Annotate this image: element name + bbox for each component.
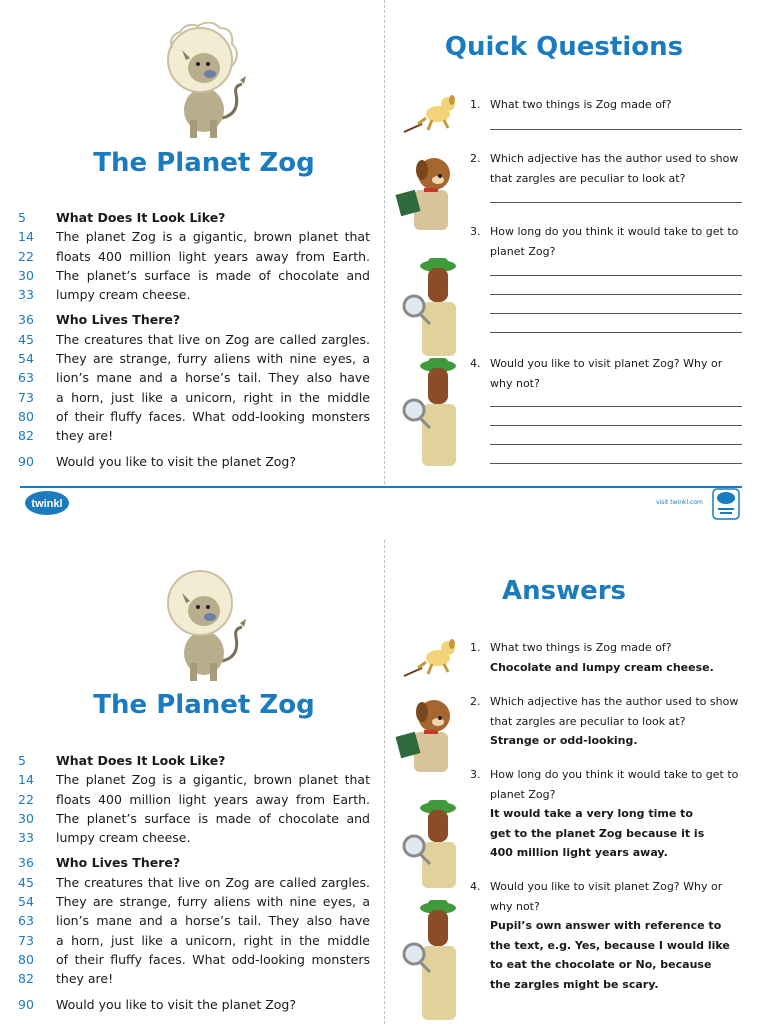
quality-badge-icon (712, 488, 740, 520)
answer-item-4: 4. Would you like to visit planet Zog? Why or why not? Pupil’s own answer with reference to the text, e.g. Yes, because I would like to eat the chocolate or No, because the zargles might be scary. (470, 880, 730, 991)
question-3: 3. How long do you think it would take to get to planet Zog? (470, 225, 739, 258)
word-count-number: 36 (18, 312, 34, 328)
word-count-number: 80 (18, 951, 34, 967)
answers-title: Answers (501, 576, 627, 606)
cut-line (384, 0, 385, 484)
word-count-number: 14 (18, 229, 34, 245)
word-count-number: 63 (18, 913, 34, 929)
passage-heading-line (18, 853, 370, 872)
dog-detective-reading-icon (394, 692, 464, 774)
word-count-number: 33 (18, 830, 34, 846)
word-count-number: 45 (18, 874, 34, 890)
passage-line (18, 809, 370, 828)
word-count-number: 22 (18, 248, 34, 264)
word-count-number: 14 (18, 772, 34, 788)
zargle-lion-illustration (160, 565, 250, 683)
passage-line (18, 407, 370, 426)
story-passage (18, 751, 370, 1014)
story-title: The Planet Zog (93, 690, 315, 720)
word-count-number: 82 (18, 428, 34, 444)
passage-heading: What Does It Look Like? (56, 210, 226, 225)
visit-link[interactable]: visit twinkl.com (656, 499, 703, 506)
passage-text: The creatures that live on Zog are called zargles. (56, 331, 370, 347)
cut-line (384, 540, 385, 1024)
bloodhound-detective-magnifier-icon (400, 356, 466, 468)
passage-line (18, 892, 370, 911)
word-count-number: 54 (18, 351, 34, 367)
passage-line (18, 368, 370, 387)
passage-line (18, 349, 370, 368)
word-count-number: 82 (18, 971, 34, 987)
passage-line (18, 247, 370, 266)
answer-line[interactable] (490, 463, 742, 464)
answer-line[interactable] (490, 332, 742, 333)
passage-heading-line (18, 751, 370, 770)
passage-text: floats 400 million light years away from Earth. (56, 248, 370, 264)
dog-detective-running-icon (402, 636, 458, 680)
passage-text: The planet’s surface is made of chocolate and (56, 267, 370, 283)
question-1: 1. What two things is Zog made of? (470, 98, 672, 111)
answer-line[interactable] (490, 313, 742, 314)
twinkl-logo[interactable] (24, 490, 70, 516)
word-count-number: 90 (18, 996, 34, 1012)
word-count-number: 30 (18, 810, 34, 826)
word-count-number: 5 (18, 753, 26, 768)
passage-line (18, 950, 370, 969)
passage-text: The creatures that live on Zog are called zargles. (56, 874, 370, 890)
passage-text: of their fluffy faces. What odd-looking monsters (56, 951, 370, 967)
word-count-number: 30 (18, 267, 34, 283)
passage-heading: What Does It Look Like? (56, 753, 226, 768)
passage-text: They are strange, furry aliens with nine eyes, a (56, 351, 370, 367)
story-passage (18, 208, 370, 471)
dog-detective-running-icon (402, 92, 458, 136)
passage-line (18, 931, 370, 950)
answer-item-2: 2. Which adjective has the author used to show that zargles are peculiar to look at? Strange or odd-looking. (470, 695, 739, 747)
passage-text: The planet Zog is a gigantic, brown planet that (56, 229, 370, 245)
word-count-number: 63 (18, 370, 34, 386)
passage-line (18, 388, 370, 407)
answer-line[interactable] (490, 294, 742, 295)
passage-line (18, 266, 370, 285)
word-count-number: 90 (18, 453, 34, 469)
passage-line (18, 770, 370, 789)
answer-line[interactable] (490, 275, 742, 276)
passage-text: Would you like to visit the planet Zog? (56, 453, 296, 469)
passage-line (18, 330, 370, 349)
zargle-lion-illustration (160, 22, 250, 140)
passage-text: lion’s mane and a horse’s tail. They also have (56, 913, 370, 929)
quick-questions-title: Quick Questions (444, 32, 684, 62)
word-count-number: 33 (18, 287, 34, 303)
story-title: The Planet Zog (93, 148, 315, 178)
twinkl-logo-text: twinkl (31, 498, 63, 510)
word-count-number: 80 (18, 408, 34, 424)
passage-heading: Who Lives There? (56, 312, 181, 328)
question-4: 4. Would you like to visit planet Zog? Why or why not? (470, 357, 723, 390)
answer-line[interactable] (490, 202, 742, 203)
passage-text: floats 400 million light years away from Earth. (56, 791, 370, 807)
passage-text: a horn, just like a unicorn, right in the middle (56, 932, 370, 948)
passage-text: they are! (56, 428, 114, 444)
question-2: 2. Which adjective has the author used to show that zargles are peculiar to look at? (470, 152, 739, 185)
dog-detective-reading-icon (394, 150, 464, 232)
word-count-number: 45 (18, 331, 34, 347)
passage-text: They are strange, furry aliens with nine eyes, a (56, 894, 370, 910)
passage-heading-line (18, 310, 370, 329)
passage-line (18, 969, 370, 988)
passage-heading: Who Lives There? (56, 855, 181, 871)
word-count-number: 73 (18, 932, 34, 948)
passage-text: Would you like to visit the planet Zog? (56, 996, 296, 1012)
passage-line (18, 790, 370, 809)
answer-line[interactable] (490, 444, 742, 445)
passage-line (18, 873, 370, 892)
bloodhound-detective-magnifier-icon (400, 898, 466, 1022)
answer-line[interactable] (490, 406, 742, 407)
passage-line (18, 426, 370, 445)
passage-text: of their fluffy faces. What odd-looking monsters (56, 408, 370, 424)
passage-text: lumpy cream cheese. (56, 830, 191, 846)
word-count-number: 54 (18, 894, 34, 910)
word-count-number: 5 (18, 210, 26, 225)
passage-line (18, 911, 370, 930)
bloodhound-detective-magnifier-icon (400, 798, 466, 890)
passage-line (18, 285, 370, 304)
passage-text: they are! (56, 971, 114, 987)
answers-sheet (0, 540, 768, 1024)
passage-line (18, 828, 370, 847)
passage-text: a horn, just like a unicorn, right in the middle (56, 389, 370, 405)
answer-line[interactable] (490, 425, 742, 426)
passage-text: lion’s mane and a horse’s tail. They also have (56, 370, 370, 386)
answer-item-1: 1. What two things is Zog made of? Chocolate and lumpy cream cheese. (470, 641, 714, 674)
word-count-number: 73 (18, 389, 34, 405)
passage-line (18, 227, 370, 246)
passage-text: lumpy cream cheese. (56, 287, 191, 303)
passage-line (18, 995, 370, 1014)
passage-line (18, 452, 370, 471)
answer-line[interactable] (490, 129, 742, 130)
passage-text: The planet’s surface is made of chocolate and (56, 810, 370, 826)
footer-divider (20, 486, 742, 488)
word-count-number: 36 (18, 855, 34, 871)
bloodhound-detective-magnifier-icon (400, 256, 466, 358)
word-count-number: 22 (18, 791, 34, 807)
passage-text: The planet Zog is a gigantic, brown planet that (56, 772, 370, 788)
passage-heading-line (18, 208, 370, 227)
answer-item-3: 3. How long do you think it would take to get to planet Zog? It would take a very long time to get to the planet Zog because it is 400 million light years away. (470, 768, 739, 859)
